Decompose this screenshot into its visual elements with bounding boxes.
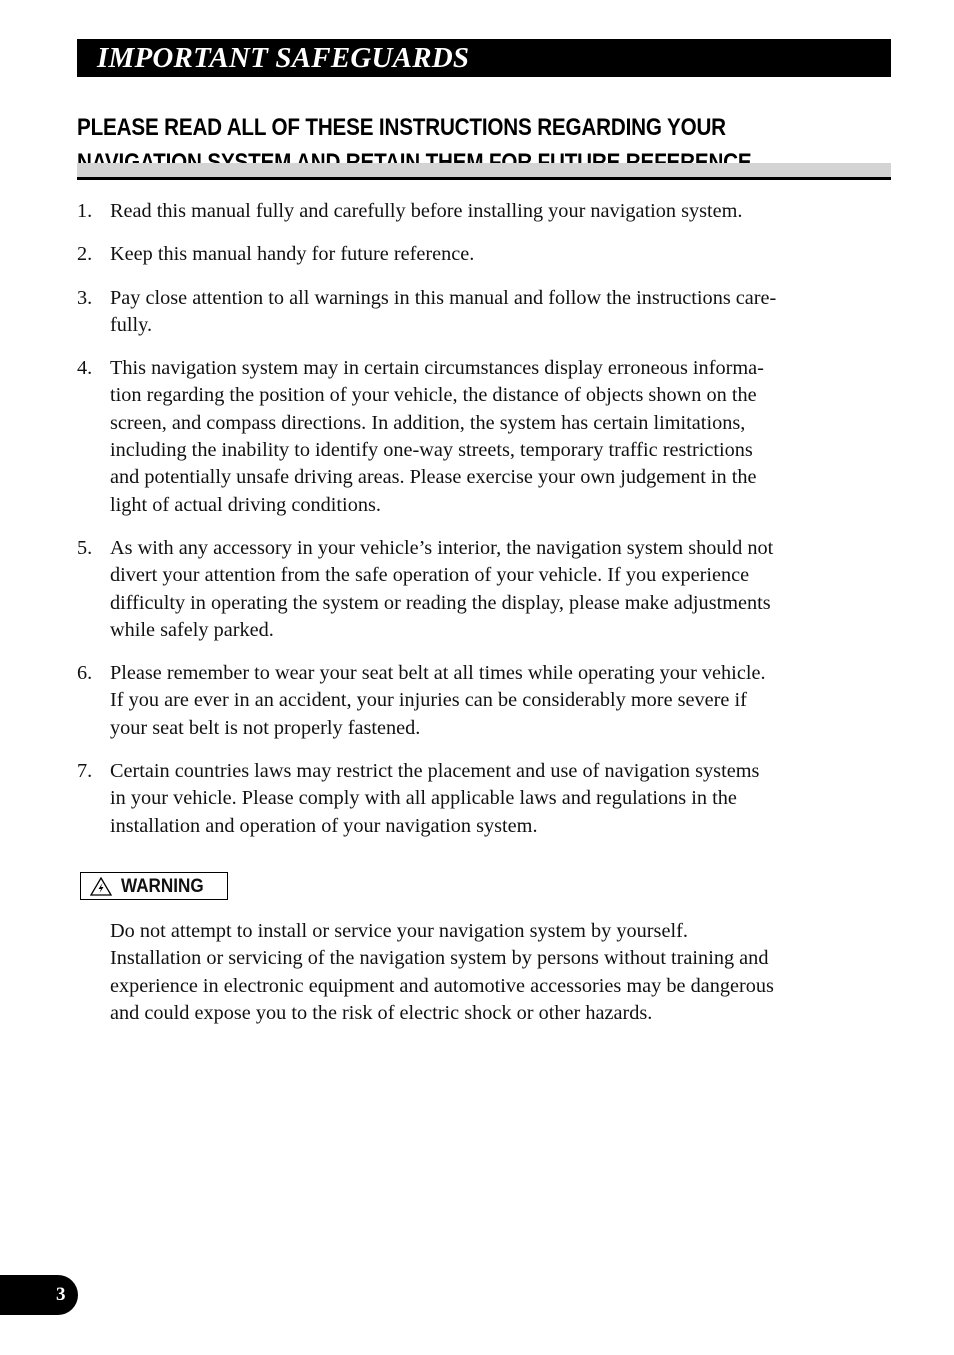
warning-text-line: Do not attempt to install or service your navigation system by yourself. [110,920,688,942]
heading-underline-rule [77,177,891,180]
item-number: 1. [77,200,93,222]
item-text-line: fully. [110,313,153,336]
item-text: Read this manual fully and carefully before installing your navigation system. [110,200,743,222]
item-text-line: screen, and compass directions. In addition, the system has certain limitations, [110,411,746,434]
item-text-line: difficulty in operating the system or reading the display, please make adjustments [110,591,771,614]
item-number: 4. [77,357,93,380]
item-text-line: This navigation system may in certain circumstances display erroneous informa- [110,357,764,380]
instruction-item-6 [77,660,867,742]
item-number: 7. [77,760,93,783]
instruction-item-5 [77,535,867,644]
instruction-item-7 [77,758,867,840]
item-text-line: Pay close attention to all warnings in this manual and follow the instructions care- [110,286,777,309]
warning-label: WARNING [121,876,204,897]
item-text-line: your seat belt is not properly fastened. [110,716,421,739]
item-text-line: installation and operation of your navigation system. [110,814,538,837]
item-text-line: light of actual driving conditions. [110,493,381,516]
warning-badge [80,872,228,900]
instruction-item-4 [77,355,867,519]
item-text-line: If you are ever in an accident, your injuries can be considerably more severe if [110,689,747,712]
heading-underline-shade [77,163,891,177]
page-number: 3 [56,1284,66,1305]
instruction-item-2 [77,241,867,268]
warning-text-line: experience in electronic equipment and automotive accessories may be dangerous [110,974,774,997]
item-text-line: in your vehicle. Please comply with all applicable laws and regulations in the [110,787,737,810]
item-text-line: divert your attention from the safe operation of your vehicle. If you experience [110,564,750,587]
item-text-line: As with any accessory in your vehicle’s interior, the navigation system should not [110,536,774,559]
item-text-line: and potentially unsafe driving areas. Please exercise your own judgement in the [110,466,757,489]
item-text: Keep this manual handy for future reference. [110,243,475,266]
item-text-line: tion regarding the position of your vehicle, the distance of objects shown on the [110,384,757,407]
instruction-item-1 [77,198,867,225]
item-number: 5. [77,536,93,559]
instruction-list [77,198,867,856]
item-number: 6. [77,662,93,685]
item-number: 2. [77,243,93,266]
warning-triangle-icon [90,877,112,896]
instruction-item-3 [77,285,867,340]
item-text-line: while safely parked. [110,618,274,641]
warning-text-line: and could expose you to the risk of electric shock or other hazards. [110,1001,653,1024]
section-heading-line-1: PLEASE READ ALL OF THESE INSTRUCTIONS REGARDING YOUR [77,114,726,141]
page-title: IMPORTANT SAFEGUARDS [97,42,470,74]
item-text-line: Certain countries laws may restrict the placement and use of navigation systems [110,760,760,783]
item-text-line: Please remember to wear your seat belt at all times while operating your vehicle. [110,662,766,685]
item-number: 3. [77,286,93,309]
page-title-bar [77,39,891,77]
item-text-line: including the inability to identify one-way streets, temporary traffic restrictions [110,439,753,462]
warning-text-line: Installation or servicing of the navigation system by persons without training and [110,947,769,970]
page-number-tab [0,1275,78,1315]
warning-text [110,918,870,1027]
